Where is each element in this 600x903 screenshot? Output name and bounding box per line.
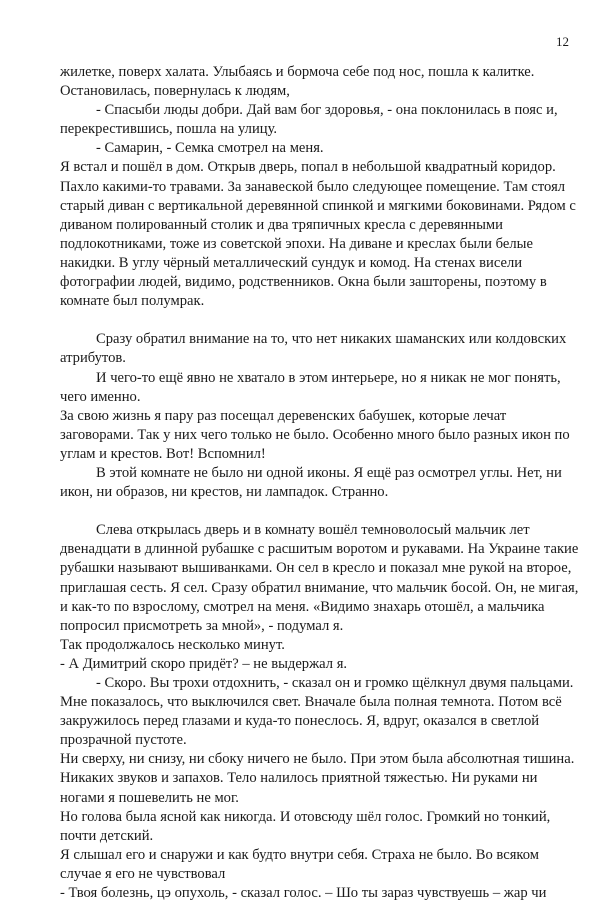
text-line: атрибутов. [60, 350, 126, 367]
text-line: - Твоя болезнь, цэ опухоль, - сказал голос. – Шо ты зараз чувствуешь – жар чи [60, 885, 547, 902]
text-line: Так продолжалось несколько минут. [60, 636, 285, 653]
text-line: Я слышал его и снаружи и как будто внутри себя. Страха не было. Во всяком [60, 846, 540, 863]
text-line: фотографии людей, видимо, родственников. Окна были зашторены, поэтому в [60, 274, 547, 291]
text-line: и как-то по взрослому, смотрел на меня. «Видимо знахарь отошёл, а мальчика [60, 598, 545, 615]
text-line: заговорами. Так у них чего только не было. Особенно много было разных икон по [60, 426, 570, 443]
text-line: икон, ни образов, ни крестов, ни лампадок. Странно. [60, 484, 389, 501]
page-number: 12 [556, 34, 569, 49]
text-line: - Спасыби люды добри. Дай вам бог здоровья, - она поклонилась в пояс и, [96, 102, 558, 119]
text-line: Никаких звуков и запахов. Тело налилось приятной тяжестью. Ни руками ни [60, 770, 538, 787]
text-line: Сразу обратил внимание на то, что нет никаких шаманских или колдовских [96, 331, 567, 348]
text-line: диваном полированный столик и два тряпичных кресла с деревянными [60, 216, 503, 233]
text-line: случае я его не чувствовал [60, 865, 226, 882]
text-line: рубашки называют вышиванками. Он сел в кресло и показал мне рукой на второе, [60, 560, 572, 577]
text-line: - Скоро. Вы трохи отдохнить, - сказал он и громко щёлкнул двумя пальцами. [96, 675, 574, 691]
text-line: Ни сверху, ни снизу, ни сбоку ничего не было. При этом была абсолютная тишина. [60, 751, 575, 768]
text-line: закружилось перед глазами и куда-то понеслось. Я, вдруг, оказался в светлой [60, 713, 540, 730]
text-line: Я встал и пошёл в дом. Открыв дверь, попал в небольшой квадратный коридор. [60, 159, 556, 176]
text-line: В этой комнате не было ни одной иконы. Я ещё раз осмотрел углы. Нет, ни [96, 464, 562, 481]
text-line: попросил присмотреть за мной», - подумал я. [60, 617, 344, 634]
text-line: чего именно. [60, 388, 141, 405]
text-line: прозрачной пустоте. [60, 732, 187, 749]
blank-line [60, 502, 580, 521]
text-line: За свою жизнь я пару раз посещал деревенских бабушек, которые лечат [60, 407, 507, 424]
text-line: Слева открылась дверь и в комнату вошёл темноволосый мальчик лет [96, 522, 530, 539]
body-text [60, 63, 580, 903]
text-line: И чего-то ещё явно не хватало в этом интерьере, но я никак не мог понять, [96, 369, 561, 386]
text-line: - Самарин, - Семка смотрел на меня. [96, 140, 324, 157]
blank-line [60, 311, 580, 330]
text-line: двенадцати в длинной рубашке с расшитым воротом и рукавами. На Украине такие [60, 541, 579, 558]
text-line: почти детский. [60, 827, 154, 844]
text-line: Пахло какими-то травами. За занавеской было следующее помещение. Там стоял [60, 178, 566, 195]
text-line: перекрестившись, пошла на улицу. [60, 121, 278, 138]
text-line: старый диван с вертикальной деревянной спинкой и мягкими боковинами. Рядом с [60, 197, 576, 214]
text-line: подлокотниками, тоже из советской эпохи. На диване и креслах были белые [60, 235, 533, 252]
text-line: Но голова была ясной как никогда. И отовсюду шёл голос. Громкий но тонкий, [60, 808, 551, 825]
text-line: углам и крестов. Вот! Вспомнил! [60, 445, 266, 462]
text-line: накидки. В углу чёрный металлический сундук и комод. На стенах висели [60, 254, 523, 271]
text-line: Остановилась, повернулась к людям, [60, 83, 290, 100]
text-line: жилетке, поверх халата. Улыбаясь и бормоча себе под нос, пошла к калитке. [60, 64, 535, 80]
text-line: комнате был полумрак. [60, 293, 205, 310]
text-line: Мне показалось, что выключился свет. Вначале была полная темнота. Потом всё [60, 694, 562, 711]
text-line: ногами я пошевелить не мог. [60, 789, 239, 806]
text-line: - А Димитрий скоро придёт? – не выдержал я. [60, 655, 348, 672]
text-line: приглашая сесть. Я сел. Сразу обратил внимание, что мальчик босой. Он, не мигая, [60, 579, 579, 596]
